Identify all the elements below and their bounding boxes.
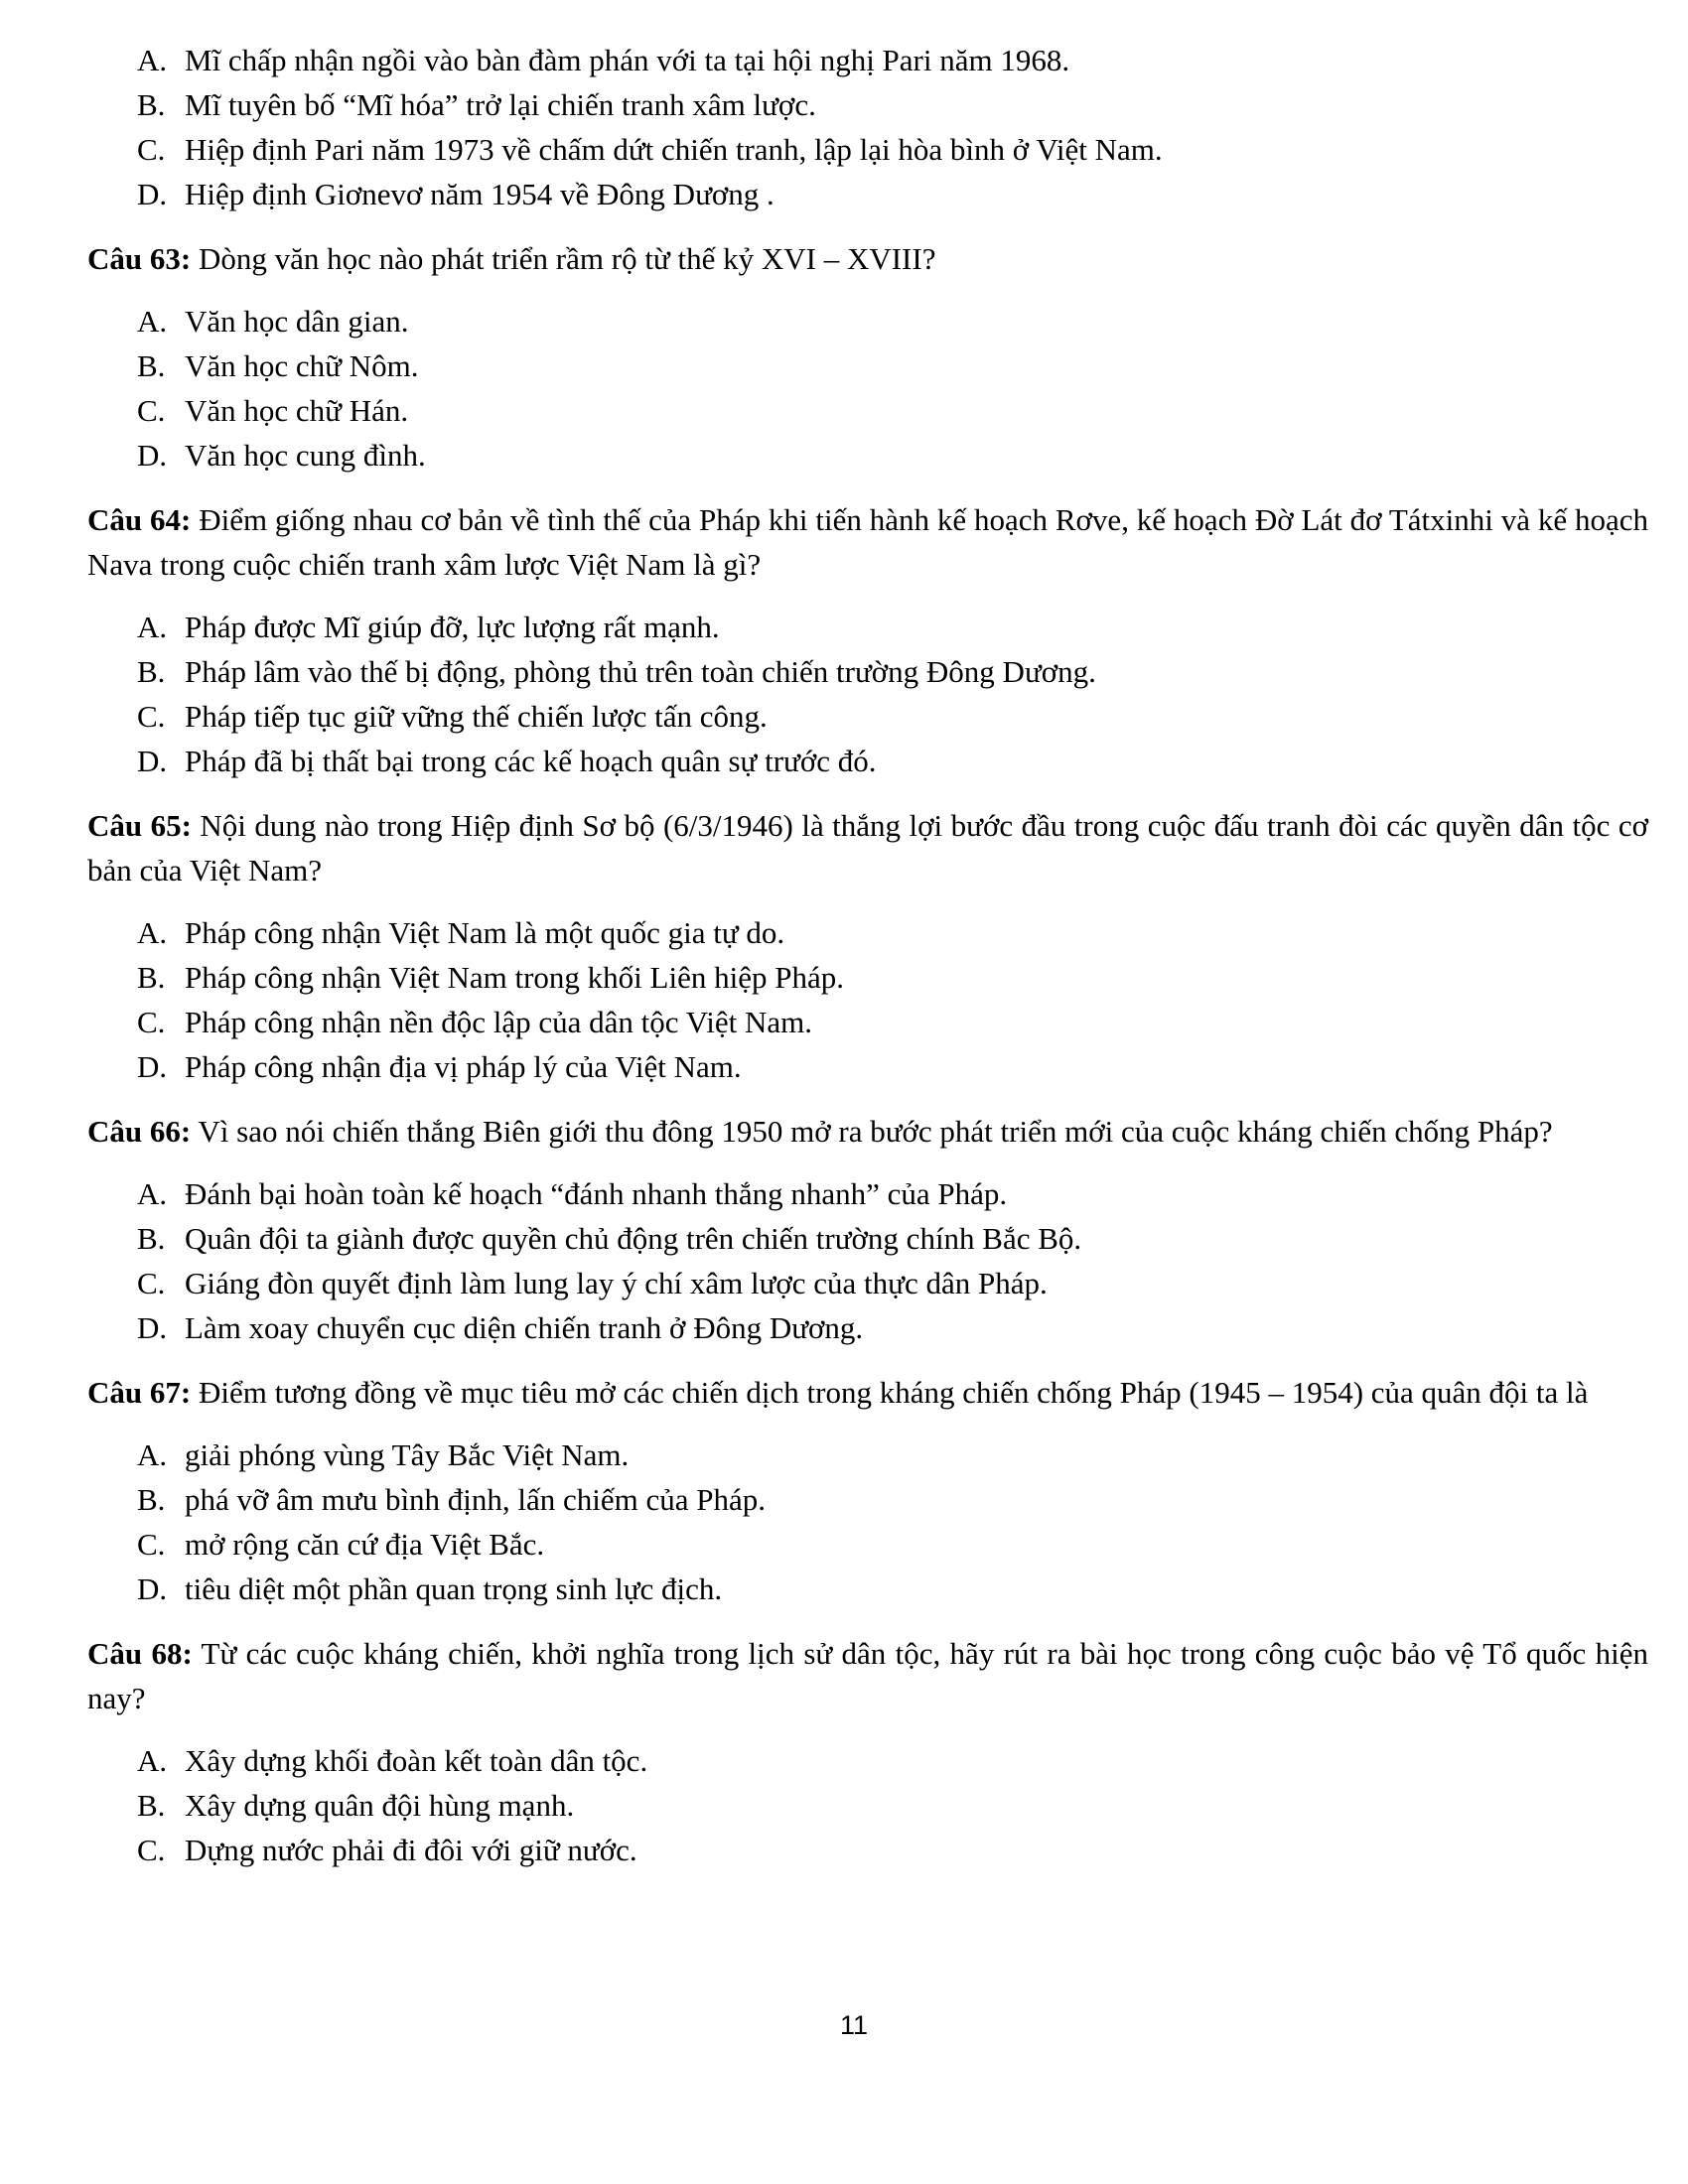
question-text [87, 1631, 1648, 1720]
question-body: Điểm giống nhau cơ bản về tình thế của Pháp khi tiến hành kế hoạch Rơve, kế hoạch Đờ Lát đơ Tátxinhi và kế hoạch Nava trong cuộc chiến tranh xâm lược Việt Nam là gì? [87, 502, 1649, 582]
option-text: Xây dựng khối đoàn kết toàn dân tộc. [185, 1743, 648, 1778]
option-d [87, 1305, 1648, 1350]
question-options [87, 299, 1648, 478]
question-text [87, 1109, 1648, 1154]
option-letter: A. [137, 43, 168, 77]
option-letter: C. [137, 1005, 166, 1039]
option-b [87, 1783, 1648, 1828]
option-b [87, 1477, 1648, 1522]
option-text: Pháp lâm vào thế bị động, phòng thủ trên toàn chiến trường Đông Dương. [185, 654, 1096, 689]
page-content [87, 38, 1648, 1872]
option-c [87, 694, 1648, 739]
option-letter: A. [137, 1743, 168, 1778]
option-c [87, 1828, 1648, 1872]
question-number: Câu 63: [87, 241, 192, 276]
option-letter: A. [137, 1437, 168, 1472]
option-letter: B. [137, 348, 166, 383]
question-body: Dòng văn học nào phát triển rầm rộ từ thế kỷ XVI – XVIII? [191, 241, 936, 276]
option-text: Pháp tiếp tục giữ vững thế chiến lược tấn công. [185, 699, 768, 734]
question-options [87, 1433, 1648, 1611]
question-text [87, 1370, 1648, 1415]
option-b [87, 955, 1648, 1000]
option-letter: D. [137, 177, 168, 211]
option-letter: D. [137, 1310, 168, 1345]
option-text: Pháp đã bị thất bại trong các kế hoạch quân sự trước đó. [185, 744, 877, 778]
option-text: Hiệp định Pari năm 1973 về chấm dứt chiến tranh, lập lại hòa bình ở Việt Nam. [185, 132, 1163, 167]
option-text: giải phóng vùng Tây Bắc Việt Nam. [185, 1437, 630, 1472]
option-letter: A. [137, 1176, 168, 1211]
option-text: mở rộng căn cứ địa Việt Bắc. [185, 1527, 545, 1562]
option-text: Giáng đòn quyết định làm lung lay ý chí xâm lược của thực dân Pháp. [185, 1266, 1048, 1300]
option-text: Văn học cung đình. [185, 438, 426, 473]
question-body: Điểm tương đồng về mục tiêu mở các chiến dịch trong kháng chiến chống Pháp (1945 – 1954) của quân đội ta là [191, 1375, 1589, 1410]
option-text: Văn học dân gian. [185, 304, 409, 339]
option-d [87, 172, 1648, 216]
option-text: tiêu diệt một phần quan trọng sinh lực địch. [185, 1571, 723, 1606]
question-options [87, 1738, 1648, 1872]
option-letter: D. [137, 1571, 168, 1606]
option-d [87, 1044, 1648, 1089]
option-text: Văn học chữ Nôm. [185, 348, 419, 383]
option-letter: C. [137, 1266, 166, 1300]
option-letter: C. [137, 1833, 166, 1867]
option-text: Hiệp định Giơnevơ năm 1954 về Đông Dương . [185, 177, 774, 211]
question-body: Từ các cuộc kháng chiến, khởi nghĩa trong lịch sử dân tộc, hãy rút ra bài học trong công cuộc bảo vệ Tổ quốc hiện nay? [87, 1636, 1649, 1715]
option-text: phá vỡ âm mưu bình định, lấn chiếm của Pháp. [185, 1482, 767, 1517]
option-a [87, 1171, 1648, 1216]
option-c [87, 1000, 1648, 1044]
option-text: Mĩ chấp nhận ngồi vào bàn đàm phán với ta tại hội nghị Pari năm 1968. [185, 43, 1070, 77]
option-text: Quân đội ta giành được quyền chủ động trên chiến trường chính Bắc Bộ. [185, 1221, 1082, 1256]
option-letter: D. [137, 438, 168, 473]
option-letter: B. [137, 960, 166, 995]
option-a [87, 910, 1648, 955]
question-options [87, 605, 1648, 783]
option-text: Đánh bại hoàn toàn kế hoạch “đánh nhanh thắng nhanh” của Pháp. [185, 1176, 1008, 1211]
question-64 [87, 497, 1648, 783]
carryover-options [87, 38, 1648, 216]
option-letter: C. [137, 699, 166, 734]
question-number: Câu 68: [87, 1636, 193, 1671]
question-67 [87, 1370, 1648, 1611]
option-letter: B. [137, 1788, 166, 1823]
question-body: Vì sao nói chiến thắng Biên giới thu đông 1950 mở ra bước phát triển mới của cuộc kháng chiến chống Pháp? [191, 1114, 1553, 1149]
option-letter: B. [137, 1482, 166, 1517]
option-c [87, 1522, 1648, 1567]
question-number: Câu 64: [87, 502, 192, 537]
option-letter: A. [137, 610, 168, 644]
option-text: Pháp được Mĩ giúp đỡ, lực lượng rất mạnh. [185, 610, 720, 644]
option-d [87, 1567, 1648, 1611]
option-text: Mĩ tuyên bố “Mĩ hóa” trở lại chiến tranh xâm lược. [185, 87, 816, 122]
option-b [87, 649, 1648, 694]
option-letter: A. [137, 915, 168, 950]
question-68 [87, 1631, 1648, 1872]
option-c [87, 388, 1648, 433]
option-c [87, 127, 1648, 172]
option-text: Xây dựng quân đội hùng mạnh. [185, 1788, 575, 1823]
option-letter: C. [137, 1527, 166, 1562]
option-d [87, 739, 1648, 783]
option-text: Pháp công nhận Việt Nam là một quốc gia tự do. [185, 915, 785, 950]
option-letter: C. [137, 132, 166, 167]
question-number: Câu 66: [87, 1114, 192, 1149]
option-letter: C. [137, 393, 166, 428]
question-options [87, 1171, 1648, 1350]
option-letter: B. [137, 87, 166, 122]
option-letter: A. [137, 304, 168, 339]
option-b [87, 1216, 1648, 1261]
page-number: 11 [839, 2010, 869, 2040]
question-65 [87, 803, 1648, 1089]
option-a [87, 1738, 1648, 1783]
option-text: Pháp công nhận địa vị pháp lý của Việt Nam. [185, 1049, 742, 1084]
question-body: Nội dung nào trong Hiệp định Sơ bộ (6/3/1946) là thắng lợi bước đầu trong cuộc đấu tranh đòi các quyền dân tộc cơ bản của Việt Nam? [87, 808, 1648, 887]
option-text: Pháp công nhận nền độc lập của dân tộc Việt Nam. [185, 1005, 813, 1039]
option-b [87, 82, 1648, 127]
question-options [87, 910, 1648, 1089]
option-d [87, 433, 1648, 478]
option-letter: D. [137, 744, 168, 778]
option-letter: B. [137, 654, 166, 689]
question-text [87, 803, 1648, 892]
option-letter: B. [137, 1221, 166, 1256]
option-text: Làm xoay chuyển cục diện chiến tranh ở Đông Dương. [185, 1310, 864, 1345]
option-a [87, 38, 1648, 82]
question-number: Câu 67: [87, 1375, 192, 1410]
option-c [87, 1261, 1648, 1305]
question-63 [87, 236, 1648, 478]
question-text [87, 497, 1648, 587]
question-text [87, 236, 1648, 281]
option-text: Dựng nước phải đi đôi với giữ nước. [185, 1833, 637, 1867]
option-text: Pháp công nhận Việt Nam trong khối Liên hiệp Pháp. [185, 960, 844, 995]
question-number: Câu 65: [87, 808, 192, 843]
option-text: Văn học chữ Hán. [185, 393, 409, 428]
option-a [87, 605, 1648, 649]
option-a [87, 1433, 1648, 1477]
option-letter: D. [137, 1049, 168, 1084]
option-a [87, 299, 1648, 343]
option-b [87, 343, 1648, 388]
question-66 [87, 1109, 1648, 1350]
